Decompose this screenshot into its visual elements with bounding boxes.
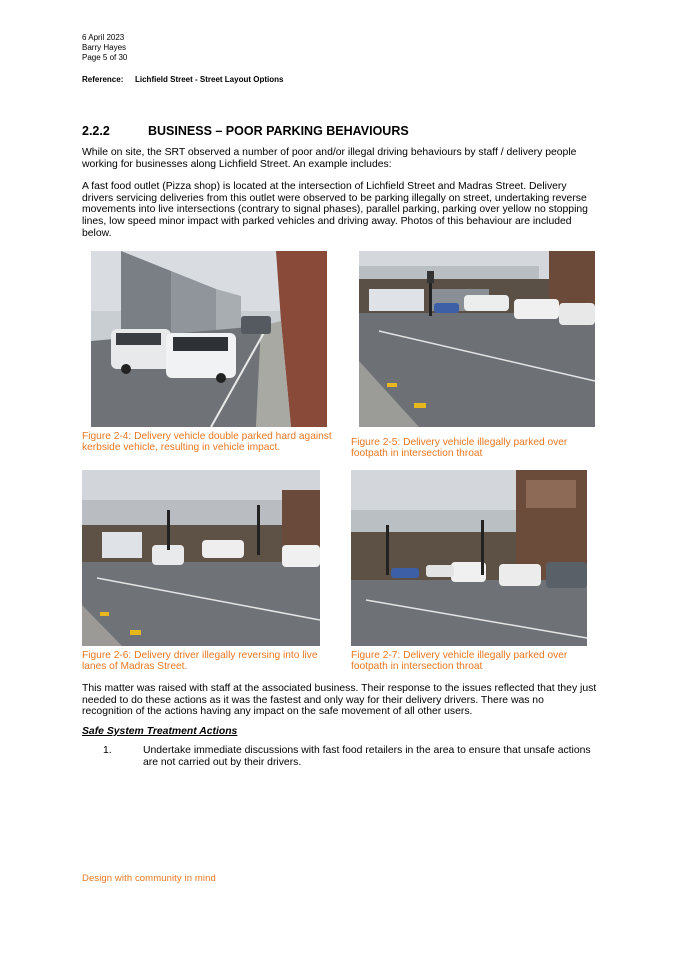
section-heading — [82, 124, 409, 138]
footer-tagline: Design with community in mind — [82, 873, 216, 884]
document-author: Barry Hayes — [82, 43, 127, 52]
page-number: Page 5 of 30 — [82, 53, 128, 62]
response-paragraph: This matter was raised with staff at the associated business. Their response to the issues reflected that they just needed to do these actions as it was the fastest and only way for their delivery drivers. There was no recognition of the actions having any impact on the safe movement of all other users. — [82, 683, 597, 718]
figure-2-6-caption: Figure 2-6: Delivery driver illegally reversing into live lanes of Madras Street. — [82, 650, 318, 673]
section-number: 2.2.2 — [82, 124, 110, 138]
figure-2-4-photo — [91, 251, 327, 427]
description-paragraph: A fast food outlet (Pizza shop) is located at the intersection of Lichfield Street and Madras Street. Delivery drivers servicing deliveries from this outlet were observed to be parking illegally on street, undertaking reverse movements into live intersections (contrary to signal phases), parallel parking, parking over yellow no stopping lines, low speed minor impact with parked vehicles and driving away. Photos of this behaviour are included below. — [82, 181, 588, 239]
figure-2-5-caption: Figure 2-5: Delivery vehicle illegally parked over footpath in intersection throat — [351, 437, 568, 460]
document-meta — [82, 33, 127, 63]
item-text: Undertake immediate discussions with fast food retailers in the area to ensure that unsafe actions are not carried out by their drivers. — [143, 745, 591, 768]
reference-line — [82, 75, 283, 84]
safe-system-heading: Safe System Treatment Actions — [82, 726, 238, 737]
reference-value: Lichfield Street - Street Layout Options — [135, 75, 284, 84]
intro-paragraph: While on site, the SRT observed a number of poor and/or illegal driving behaviours by staff / delivery people working for businesses along Lichfield Street. An example includes: — [82, 147, 577, 170]
figure-2-5-photo — [359, 251, 595, 427]
figure-2-7-photo — [351, 470, 587, 646]
document-date: 6 April 2023 — [82, 33, 125, 42]
figure-2-6-photo — [82, 470, 320, 646]
reference-label: Reference: — [82, 75, 124, 84]
figure-2-7-caption: Figure 2-7: Delivery vehicle illegally parked over footpath in intersection throat — [351, 650, 568, 673]
section-title: BUSINESS – POOR PARKING BEHAVIOURS — [148, 124, 409, 138]
figure-2-4-caption: Figure 2-4: Delivery vehicle double parked hard against kerbside vehicle, resulting in vehicle impact. — [82, 431, 332, 454]
item-number: 1. — [103, 745, 112, 756]
